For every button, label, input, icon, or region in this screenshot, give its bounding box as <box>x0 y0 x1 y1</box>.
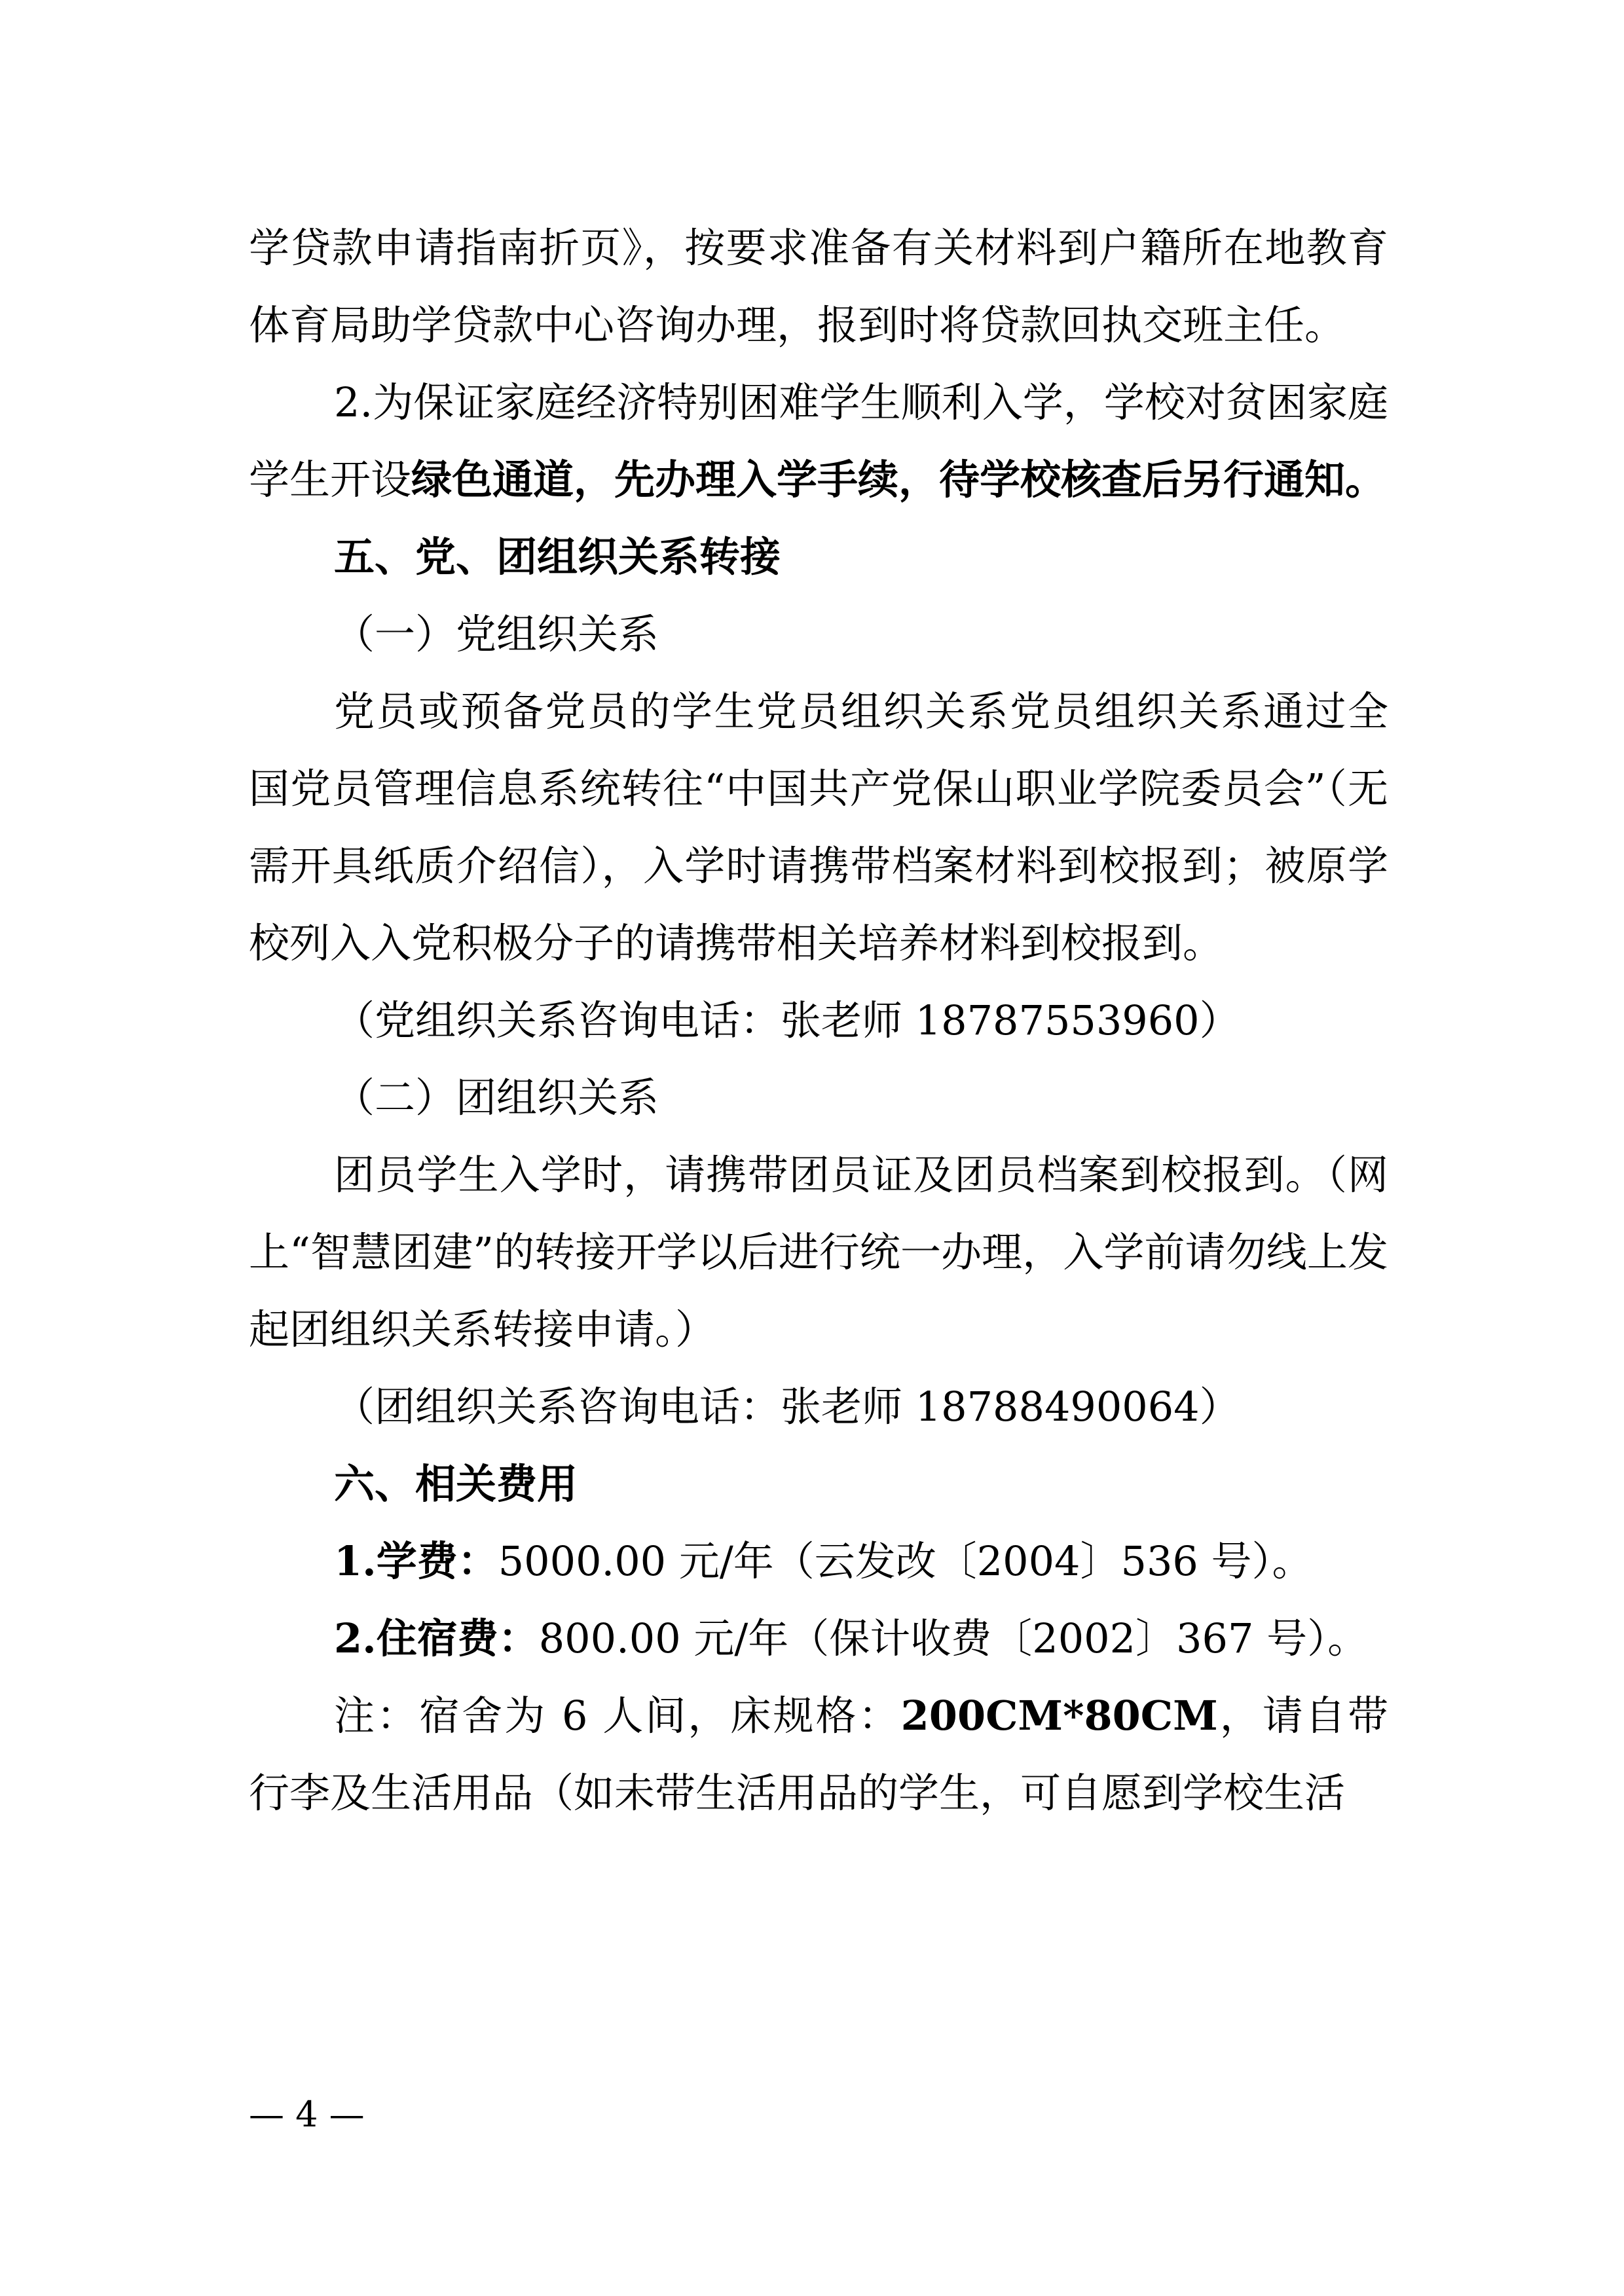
green-channel-text-b: 绿色通道，先办理入学手续，待学校核查后另行通知。 <box>411 456 1386 503</box>
dorm-note-text-c: ，请自带行李及生活用品（如未带生活用品的学生，可自愿到学校生活 <box>249 1692 1388 1817</box>
fee-tuition-value: 5000.00 元/年（云发改〔2004〕536 号）。 <box>498 1537 1313 1585</box>
fee-dormitory <box>249 1600 1388 1677</box>
fee-tuition-label: 1.学费： <box>334 1537 498 1585</box>
party-contact-phone: （党组织关系咨询电话：张老师 18787553960） <box>334 996 1240 1044</box>
section-heading-party-league: 五、党、团组织关系转接 <box>334 533 781 581</box>
paragraph-league-transfer: 团员学生入学时，请携带团员证及团员档案到校报到。（网上“智慧团建”的转接开学以后进行统一办理，入学前请勿线上发起团组织关系转接申请。） <box>249 1151 1388 1353</box>
fee-tuition <box>249 1523 1388 1600</box>
fee-dormitory-value: 800.00 元/年（保计收费〔2002〕367 号）。 <box>538 1614 1369 1662</box>
subheading-party: （一）党组织关系 <box>334 610 659 658</box>
document-body <box>249 210 1388 1832</box>
page-number: — 4 — <box>249 2094 365 2135</box>
paragraph-dorm-note <box>249 1677 1388 1832</box>
paragraph-loan-continuation: 学贷款申请指南折页》，按要求准备有关材料到户籍所在地教育体育局助学贷款中心咨询办理，报到时将贷款回执交班主任。 <box>249 224 1388 349</box>
league-contact-phone: （团组织关系咨询电话：张老师 18788490064） <box>334 1383 1240 1430</box>
paragraph-green-channel <box>249 364 1388 519</box>
paragraph-party-transfer: 党员或预备党员的学生党员组织关系党员组织关系通过全国党员管理信息系统转往“中国共产党保山职业学院委员会”（无需开具纸质介绍信），入学时请携带档案材料到校报到；被原学校列入入党积极分子的请携带相关培养材料到校报到。 <box>249 687 1388 967</box>
dorm-note-text-a: 注：宿舍为 6 人间，床规格： <box>334 1692 901 1740</box>
fee-dormitory-label: 2.住宿费： <box>334 1614 539 1662</box>
green-channel-text-a: 2.为保证家庭经济特别困难学生顺利入学，学校对贫困家庭学生开设 <box>249 378 1388 503</box>
dorm-note-bed-size: 200CM*80CM <box>900 1692 1218 1740</box>
section-heading-fees: 六、相关费用 <box>334 1460 578 1508</box>
subheading-league: （二）团组织关系 <box>334 1074 659 1121</box>
